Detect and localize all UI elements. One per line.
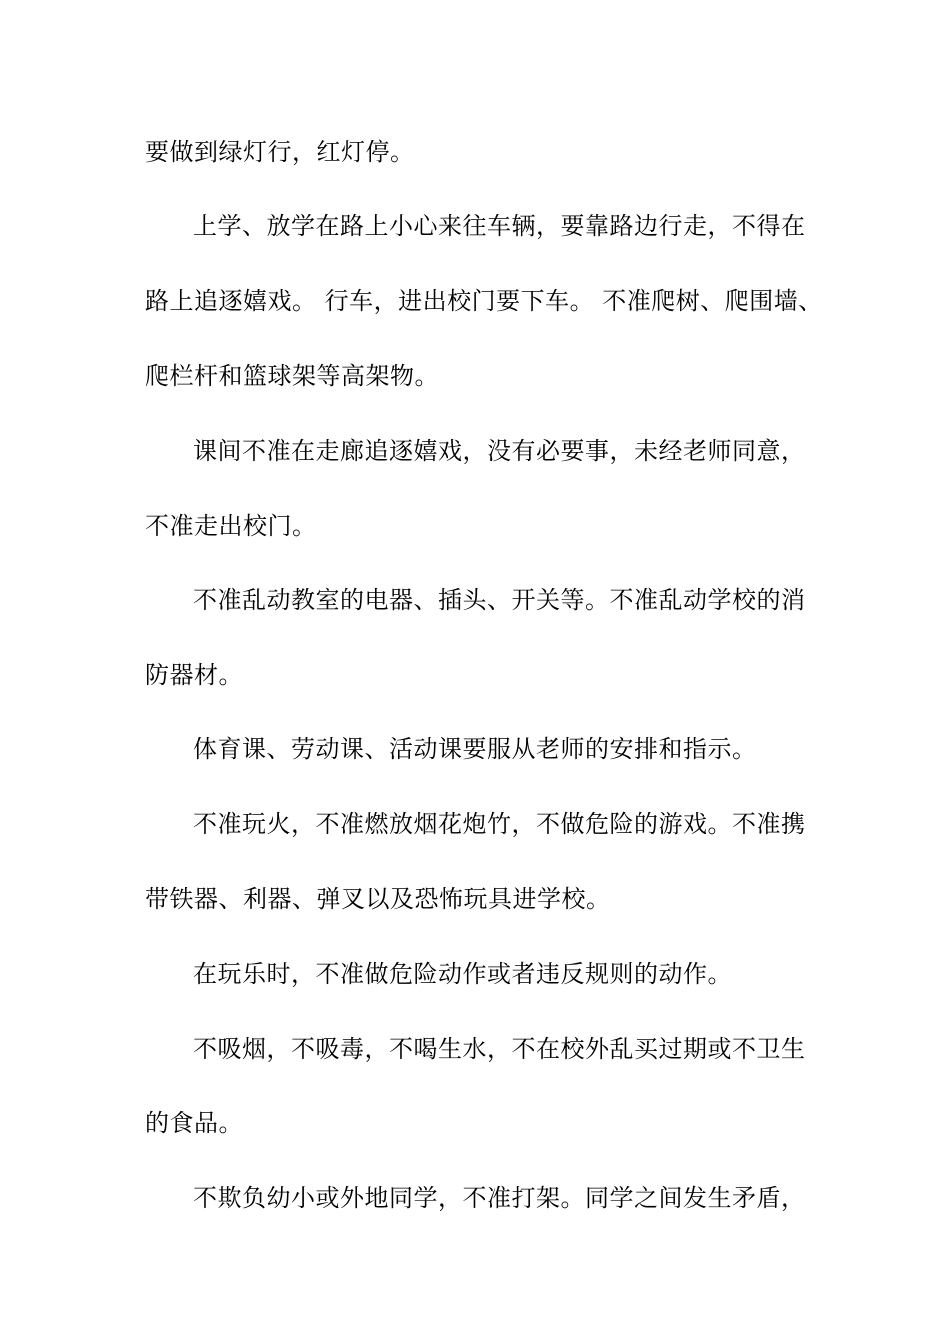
text-line-12: 在玩乐时，不准做危险动作或者违反规则的动作。 — [193, 960, 732, 988]
text-line-3: 路上追逐嬉戏。 行车，进出校门要下车。 不准爬树、爬围墙、 — [145, 287, 823, 315]
text-line-4: 爬栏杆和篮球架等高架物。 — [145, 362, 439, 390]
text-line-9: 体育课、劳动课、活动课要服从老师的安排和指示。 — [193, 735, 757, 763]
text-line-11: 带铁器、利器、弹叉以及恐怖玩具进学校。 — [145, 885, 611, 913]
text-line-8: 防器材。 — [145, 661, 243, 689]
text-line-14: 的食品。 — [145, 1109, 243, 1137]
text-line-7: 不准乱动教室的电器、插头、开关等。不准乱动学校的消 — [193, 586, 806, 614]
text-line-13: 不吸烟，不吸毒，不喝生水，不在校外乱买过期或不卫生 — [193, 1035, 806, 1063]
text-line-1: 要做到绿灯行，红灯停。 — [145, 138, 415, 166]
text-line-15: 不欺负幼小或外地同学，不准打架。同学之间发生矛盾， — [193, 1184, 806, 1212]
text-line-5: 课间不准在走廊追逐嬉戏，没有必要事，未经老师同意， — [193, 437, 806, 465]
text-line-10: 不准玩火，不准燃放烟花炮竹，不做危险的游戏。不准携 — [193, 810, 806, 838]
text-line-6: 不准走出校门。 — [145, 512, 317, 540]
text-line-2: 上学、放学在路上小心来往车辆，要靠路边行走，不得在 — [193, 212, 806, 240]
